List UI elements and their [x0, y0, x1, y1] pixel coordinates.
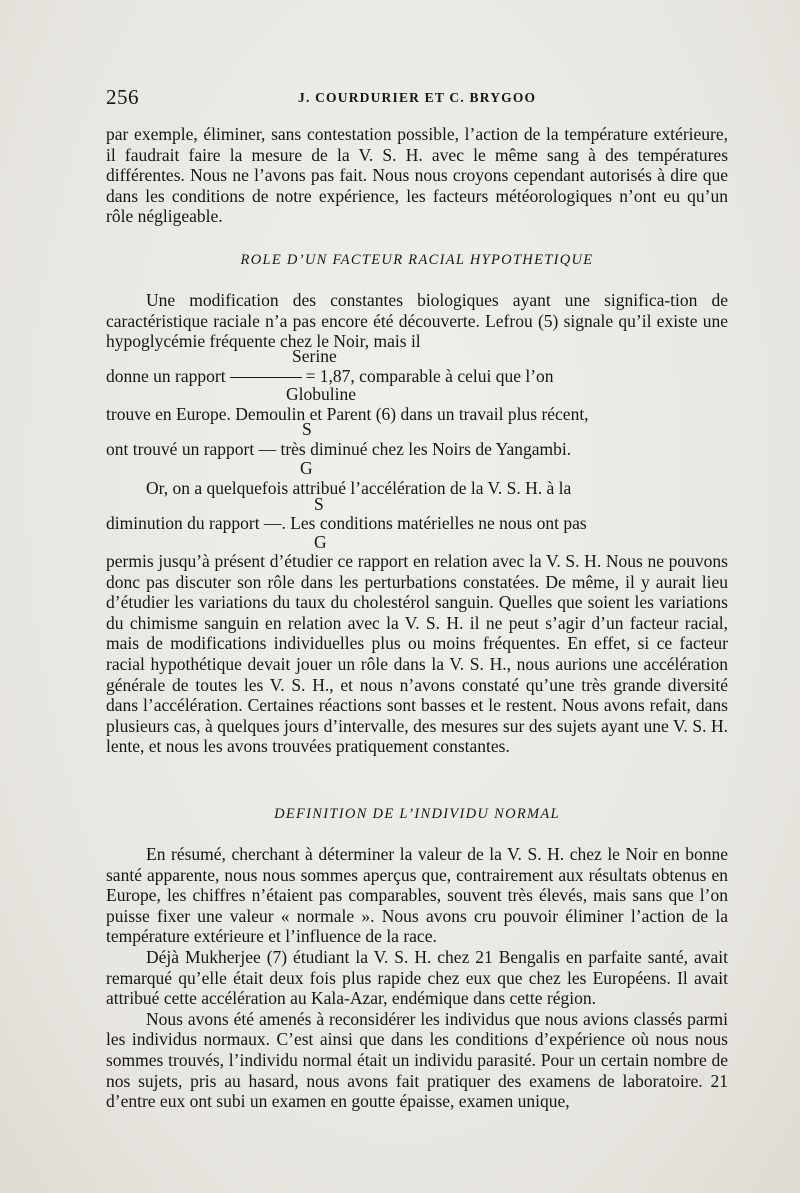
formula-1-after: = 1,87, comparable à celui que l’on — [305, 366, 554, 386]
page-number: 256 — [106, 85, 139, 109]
paragraph-2-text: Une modification des constantes biologiques ayant une significa-tion de caractéristique raciale n’a pas encore été découverte. Lefrou (5) signale qu’il existe une hypoglycémie fréquente chez le Noir, mais il — [106, 290, 728, 352]
paragraph-4-text: En résumé, cherchant à déterminer la valeur de la V. S. H. chez le Noir en bonne santé apparente, nous nous sommes aperçus que, contrairement aux résultats obtenus en Europe, les chiffres n’étaient pas comparables, souvent très élevés, mais sans que l’on puisse fixer une valeur « normale ». Nous avons cru pouvoir éliminer l’action de la température extérieure et l’influence de la race. — [106, 844, 728, 947]
formula-3-denominator: G — [314, 532, 327, 552]
fraction-bar — [230, 377, 302, 378]
paragraph-3-text: permis jusqu’à présent d’étudier ce rapport en relation avec la V. S. H. Nous ne pouvons donc pas discuter son rôle dans les perturbations constatées. De même, il y aurait lieu d’étudier les variations du taux du cholestérol sanguin. Quelles que soient les variations du chimisme sanguin en relation avec la V. S. H. il ne peut s’agir d’un facteur racial, mais de modifications individuelles plus ou moins fréquentes. En effet, si ce facteur racial hypothétique devait jouer un rôle dans la V. S. H., nous aurions une accélération générale de toutes les V. S. H., et nous n’avons constaté qu’une très grande diversité dans l’accélération. Certaines réactions sont basses et le restent. Nous avons refait, dans plusieurs cas, à quelques jours d’intervalle, des mesures sur des sujets ayant une V. S. H. lente, et nous les avons trouvées pratiquement constantes. — [106, 551, 728, 757]
formula-1-numerator: Serine — [292, 346, 337, 366]
formula-1-line — [106, 366, 728, 387]
formula-2-numerator: S — [302, 419, 312, 439]
formula-2-line: ont trouvé un rapport — très diminué chez les Noirs de Yangambi. — [106, 439, 572, 459]
formula-3-line-2: diminution du rapport —. Les conditions matérielles ne nous ont pas — [106, 513, 587, 533]
paragraph-5-text: Déjà Mukherjee (7) étudiant la V. S. H. chez 21 Bengalis en parfaite santé, avait remarqué qu’elle était deux fois plus rapide chez eux que chez les Européens. Il avait attribué cette accélération au Kala-Azar, endémique dans cette région. — [106, 946, 728, 1009]
formula-1-denominator: Globuline — [286, 384, 356, 404]
paragraph-1-text: par exemple, éliminer, sans contestation possible, l’action de la température extérieure, il faudrait faire la mesure de la V. S. H. avec le même sang à des températures différentes. Nous ne l’avons pas fait. Nous nous croyons cependant autorisés à dire que dans les conditions de notre expérience, les facteurs météorologiques n’ont eu qu’un rôle négligeable. — [106, 124, 728, 227]
paragraph-4 — [106, 844, 728, 1112]
formula-3-numerator: S — [314, 494, 324, 514]
paragraph-6-text: Nous avons été amenés à reconsidérer les individus que nous avions classés parmi les individus normaux. C’est ainsi que dans les conditions d’expérience où nous nous sommes trouvés, l’individu normal était un individu parasité. Pour un certain nombre de nos sujets, pris au hasard, nous avons fait pratiquer des examens de laboratoire. 21 d’entre eux ont subi un examen en goutte épaisse, examen unique, — [106, 1008, 728, 1112]
section-heading-racial-factor: ROLE D’UN FACTEUR RACIAL HYPOTHETIQUE — [240, 252, 594, 268]
formula-3-line-1: Or, on a quelquefois attribué l’accélération de la V. S. H. à la — [146, 478, 572, 498]
running-head: J. COURDURIER ET C. BRYGOO — [298, 90, 537, 105]
page-header — [106, 85, 726, 109]
line-europe: trouve en Europe. Demoulin et Parent (6) dans un travail plus récent, — [106, 404, 589, 424]
formula-2-denominator: G — [300, 458, 313, 478]
paragraph-1 — [106, 124, 728, 227]
formula-1-before: donne un rapport — [106, 366, 226, 386]
paragraph-3 — [106, 551, 728, 757]
section-heading-normal-individual: DEFINITION DE L’INDIVIDU NORMAL — [274, 806, 560, 822]
paragraph-2 — [106, 290, 728, 352]
